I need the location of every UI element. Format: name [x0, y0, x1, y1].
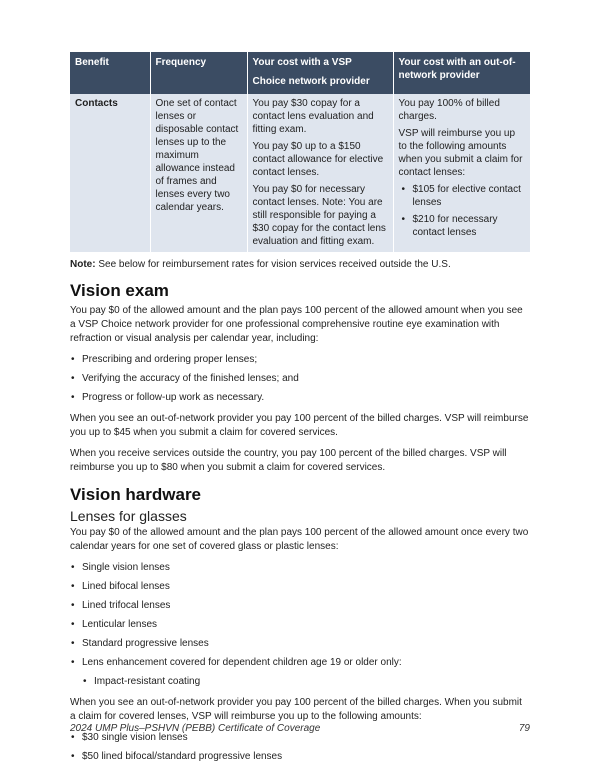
document-page: [70, 52, 530, 771]
page-footer: [70, 723, 530, 734]
lenses-reimbursement-list: [70, 731, 530, 764]
list-item: • Lenticular lenses: [70, 618, 530, 632]
header-out-of-network-cost: Your cost with an out-of-network provider: [393, 52, 530, 94]
list-item: • $30 single vision lenses: [70, 731, 530, 745]
cell-vsp-cost: You pay $30 copay for a contact lens evaluation and fitting exam. You pay $0 up to a $150 contact allowance for elective contact lenses. You pay $0 for necessary contact lenses. Note: You are still responsible for paying a $30 copay for the contact lens evaluation and fitting exam.: [247, 94, 393, 252]
subheading-lenses-for-glasses: Lenses for glasses: [70, 508, 187, 524]
table-row: [70, 94, 530, 252]
page-number: 79: [518, 723, 530, 734]
vision-exam-list: [70, 353, 530, 405]
list-item: • $105 for elective contact lenses: [413, 183, 526, 209]
section-heading-vision-exam: Vision exam: [70, 281, 169, 300]
vision-exam-intro: You pay $0 of the allowed amount and the plan pays 100 percent of the allowed amount when you see a VSP Choice network provider for one professional comprehensive routine eye examination with refraction or visual analysis per calendar year, including:: [70, 305, 523, 344]
table-header-row: [70, 52, 530, 94]
footer-title: 2024 UMP Plus–PSHVN (PEBB) Certificate of Coverage: [70, 723, 321, 734]
list-item: • Lens enhancement covered for dependent children age 19 or older only:: [70, 656, 530, 670]
reimbursement-list: [399, 183, 526, 239]
list-item: • Verifying the accuracy of the finished lenses; and: [70, 372, 530, 386]
lenses-out-of-network: When you see an out-of-network provider you pay 100 percent of the billed charges. When you submit a claim for covered lenses, VSP will reimburse you up to the following amounts:: [70, 697, 522, 722]
list-item: • Single vision lenses: [70, 561, 530, 575]
vision-exam-out-of-network: When you see an out-of-network provider you pay 100 percent of the billed charges. VSP will reimburse you up to $45 when you submit a claim for covered services.: [70, 413, 529, 438]
list-item: • Lined bifocal lenses: [70, 580, 530, 594]
header-benefit: Benefit: [70, 52, 150, 94]
table-note: Note: See below for reimbursement rates for vision services received outside the U.S.: [70, 259, 451, 270]
lenses-intro: You pay $0 of the allowed amount and the plan pays 100 percent of the allowed amount once every two calendar years for one set of covered glass or plastic lenses:: [70, 527, 529, 552]
lenses-list: [70, 561, 530, 689]
header-frequency: Frequency: [150, 52, 247, 94]
benefits-table: [70, 52, 530, 252]
list-item: • $50 lined bifocal/standard progressive lenses: [70, 750, 530, 764]
cell-frequency: One set of contact lenses or disposable contact lenses up to the maximum allowance instead of frames and lenses every two calendar years.: [150, 94, 247, 252]
list-item: • Progress or follow-up work as necessary.: [70, 391, 530, 405]
list-item: • Standard progressive lenses: [70, 637, 530, 651]
list-item: • Lined trifocal lenses: [70, 599, 530, 613]
section-heading-vision-hardware: Vision hardware: [70, 485, 202, 504]
cell-benefit: Contacts: [70, 94, 150, 252]
list-item: • $210 for necessary contact lenses: [413, 213, 526, 239]
cell-out-of-network-cost: You pay 100% of billed charges. VSP will reimburse you up to the following amounts when you submit a claim for contact lenses: • $105 for elective contact lenses • $210 for necessary contact lenses: [393, 94, 530, 252]
vision-exam-outside-country: When you receive services outside the country, you pay 100 percent of the billed charges. VSP will reimburse you up to $80 when you submit a claim for covered services.: [70, 448, 507, 473]
list-item: • Prescribing and ordering proper lenses;: [70, 353, 530, 367]
list-sub-item: • Impact-resistant coating: [70, 675, 530, 689]
header-vsp-cost: Your cost with a VSP Choice network provider: [247, 52, 393, 94]
